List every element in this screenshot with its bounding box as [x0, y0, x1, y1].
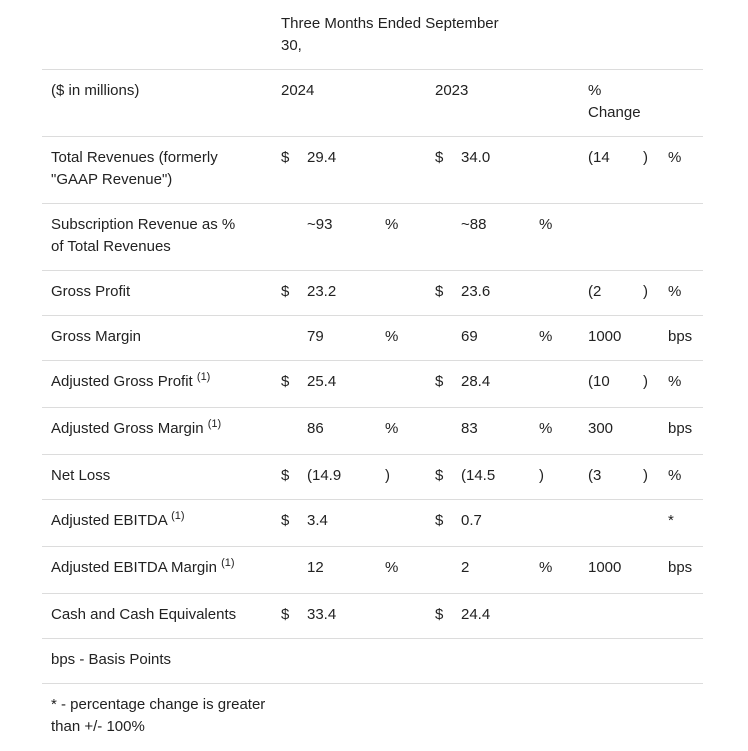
footnote-marker: (1)	[207, 418, 222, 430]
row-label-text: Gross Profit	[51, 283, 131, 300]
value-2023: 28.4	[461, 373, 491, 390]
row-label-text: Subscription Revenue as % of Total Revenues	[51, 216, 236, 255]
change-value: 300	[588, 420, 614, 437]
table-row	[42, 546, 703, 594]
column-header-2023: 2023	[435, 82, 469, 99]
table-row	[42, 593, 703, 639]
footnote-marker: (1)	[196, 371, 211, 383]
footnote-bps: bps - Basis Points	[51, 651, 172, 668]
change-unit: %	[668, 149, 682, 166]
suffix-2024: %	[385, 216, 399, 233]
suffix-2024: %	[385, 559, 399, 576]
dollar-2024: $	[281, 467, 290, 484]
value-2024: 29.4	[307, 149, 337, 166]
table-row	[42, 499, 703, 547]
row-label	[51, 510, 251, 532]
value-2023: (14.5	[461, 467, 496, 484]
row-label	[51, 557, 251, 579]
change-value: (2	[588, 283, 602, 300]
value-2023: 23.6	[461, 283, 491, 300]
dollar-2024: $	[281, 283, 290, 300]
change-unit: *	[668, 512, 674, 529]
dollar-2024: $	[281, 373, 290, 390]
suffix-2023: %	[539, 216, 553, 233]
value-2024: 33.4	[307, 606, 337, 623]
footnote-star-row	[42, 683, 703, 751]
suffix-2023: %	[539, 328, 553, 345]
row-label-text: Adjusted Gross Margin	[51, 420, 204, 437]
value-2024: 12	[307, 559, 324, 576]
change-value: (3	[588, 467, 602, 484]
row-label-text: Total Revenues (formerly "GAAP Revenue")	[51, 149, 218, 188]
row-label	[51, 371, 251, 393]
period-title: Three Months Ended September 30,	[281, 15, 499, 54]
change-close-paren: )	[643, 149, 648, 166]
table-row	[42, 407, 703, 455]
value-2023: ~88	[461, 216, 487, 233]
column-header-change: % Change	[588, 82, 641, 121]
suffix-2023: %	[539, 559, 553, 576]
suffix-2023: )	[539, 467, 544, 484]
dollar-2023: $	[435, 606, 444, 623]
change-value: (14	[588, 149, 610, 166]
suffix-2024: )	[385, 467, 390, 484]
row-label-text: Adjusted EBITDA Margin	[51, 559, 217, 576]
value-2024: 23.2	[307, 283, 337, 300]
dollar-2024: $	[281, 606, 290, 623]
dollar-2023: $	[435, 373, 444, 390]
suffix-2023: %	[539, 420, 553, 437]
row-label	[51, 604, 251, 626]
value-2023: 24.4	[461, 606, 491, 623]
column-header-2024: 2024	[281, 82, 315, 99]
suffix-2024: %	[385, 420, 399, 437]
table-row	[42, 270, 703, 316]
dollar-2023: $	[435, 467, 444, 484]
row-label	[51, 281, 251, 303]
change-unit: %	[668, 283, 682, 300]
row-label-text: Adjusted EBITDA	[51, 512, 167, 529]
value-2024: ~93	[307, 216, 333, 233]
value-2023: 69	[461, 328, 478, 345]
row-label-text: Net Loss	[51, 467, 111, 484]
value-2023: 2	[461, 559, 470, 576]
dollar-2023: $	[435, 512, 444, 529]
change-unit: bps	[668, 559, 693, 576]
table-row	[42, 360, 703, 408]
dollar-2023: $	[435, 149, 444, 166]
change-close-paren: )	[643, 283, 648, 300]
value-2024: 3.4	[307, 512, 328, 529]
change-unit: bps	[668, 328, 693, 345]
dollar-2024: $	[281, 512, 290, 529]
change-close-paren: )	[643, 373, 648, 390]
row-label-text: Adjusted Gross Profit	[51, 373, 193, 390]
table-row	[42, 454, 703, 500]
change-unit: %	[668, 373, 682, 390]
footnote-star: * - percentage change is greater than +/- 100%	[51, 696, 266, 735]
footnote-marker: (1)	[171, 510, 185, 522]
row-label	[51, 214, 251, 258]
row-label	[51, 465, 251, 487]
row-label-text: Gross Margin	[51, 328, 142, 345]
row-label	[51, 326, 251, 348]
change-unit: bps	[668, 420, 693, 437]
value-2024: (14.9	[307, 467, 342, 484]
value-2024: 86	[307, 420, 324, 437]
change-unit: %	[668, 467, 682, 484]
header-columns-row	[42, 69, 703, 137]
value-2023: 34.0	[461, 149, 491, 166]
dollar-2024: $	[281, 149, 290, 166]
value-2024: 79	[307, 328, 324, 345]
table-row	[42, 203, 703, 271]
footnote-bps-row	[42, 638, 703, 684]
table-row	[42, 136, 703, 204]
suffix-2024: %	[385, 328, 399, 345]
change-value: (10	[588, 373, 610, 390]
row-label	[51, 418, 251, 440]
row-label	[51, 147, 251, 191]
change-value: 1000	[588, 559, 622, 576]
value-2023: 0.7	[461, 512, 482, 529]
footnote-marker: (1)	[221, 557, 235, 569]
value-2024: 25.4	[307, 373, 337, 390]
table-row	[42, 315, 703, 361]
row-label-text: Cash and Cash Equivalents	[51, 606, 237, 623]
dollar-2023: $	[435, 283, 444, 300]
change-close-paren: )	[643, 467, 648, 484]
units-label: ($ in millions)	[51, 82, 140, 99]
header-period-row	[42, 0, 703, 70]
value-2023: 83	[461, 420, 478, 437]
change-value: 1000	[588, 328, 622, 345]
